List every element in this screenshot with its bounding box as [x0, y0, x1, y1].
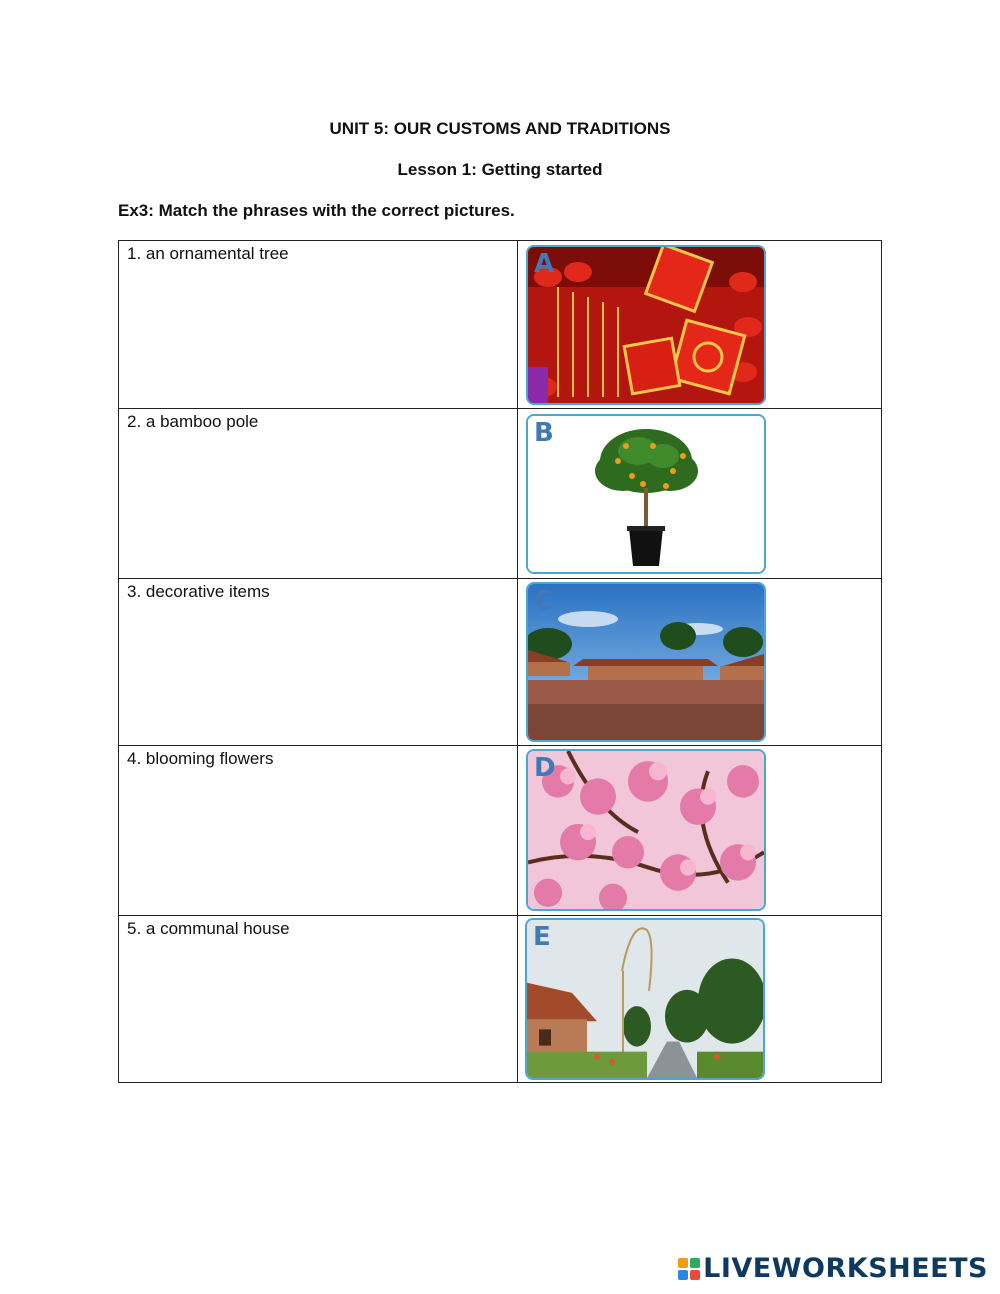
lesson-title: Lesson 1: Getting started	[397, 160, 603, 179]
phrase-cell[interactable]	[119, 409, 518, 579]
matching-table	[118, 240, 882, 1083]
phrase-text: 1. an ornamental tree	[127, 244, 289, 263]
table-row	[119, 746, 882, 916]
picture-cell	[518, 241, 882, 409]
brand-name: LIVEWORKSHEETS	[703, 1253, 988, 1284]
picture-cell	[518, 916, 882, 1083]
red-tet-decorations-image	[528, 247, 764, 403]
village-road-bamboo-pole-image	[527, 920, 763, 1078]
liveworksheets-logo-icon	[678, 1258, 700, 1280]
picture-card-b	[526, 414, 766, 574]
phrase-text: 3. decorative items	[127, 582, 270, 601]
table-row	[119, 409, 882, 579]
picture-cell	[518, 409, 882, 579]
unit-title: UNIT 5: OUR CUSTOMS AND TRADITIONS	[329, 119, 671, 138]
phrase-text: 4. blooming flowers	[127, 749, 274, 768]
phrase-text: 2. a bamboo pole	[127, 412, 259, 431]
picture-card-d	[526, 749, 766, 911]
picture-cell	[518, 579, 882, 746]
picture-card-e	[525, 918, 765, 1080]
picture-letter-label: C	[534, 586, 554, 616]
phrase-cell[interactable]	[119, 579, 518, 746]
phrase-cell[interactable]	[119, 241, 518, 409]
picture-card-a	[526, 245, 766, 405]
table-row	[119, 241, 882, 409]
picture-cell	[518, 746, 882, 916]
picture-card-c	[526, 582, 766, 742]
picture-letter-label: E	[533, 922, 551, 952]
phrase-cell[interactable]	[119, 746, 518, 916]
exercise-instruction: Ex3: Match the phrases with the correct pictures.	[118, 201, 515, 220]
picture-letter-label: B	[534, 418, 554, 448]
table-row	[119, 916, 882, 1083]
picture-letter-label: D	[534, 753, 556, 783]
communal-house-courtyard-image	[528, 584, 764, 740]
pink-blossoms-image	[528, 751, 764, 909]
picture-letter-label: A	[534, 249, 555, 279]
phrase-cell[interactable]	[119, 916, 518, 1083]
phrase-text: 5. a communal house	[127, 919, 290, 938]
liveworksheets-brand	[678, 1253, 988, 1284]
table-row	[119, 579, 882, 746]
potted-kumquat-tree-image	[528, 416, 764, 572]
